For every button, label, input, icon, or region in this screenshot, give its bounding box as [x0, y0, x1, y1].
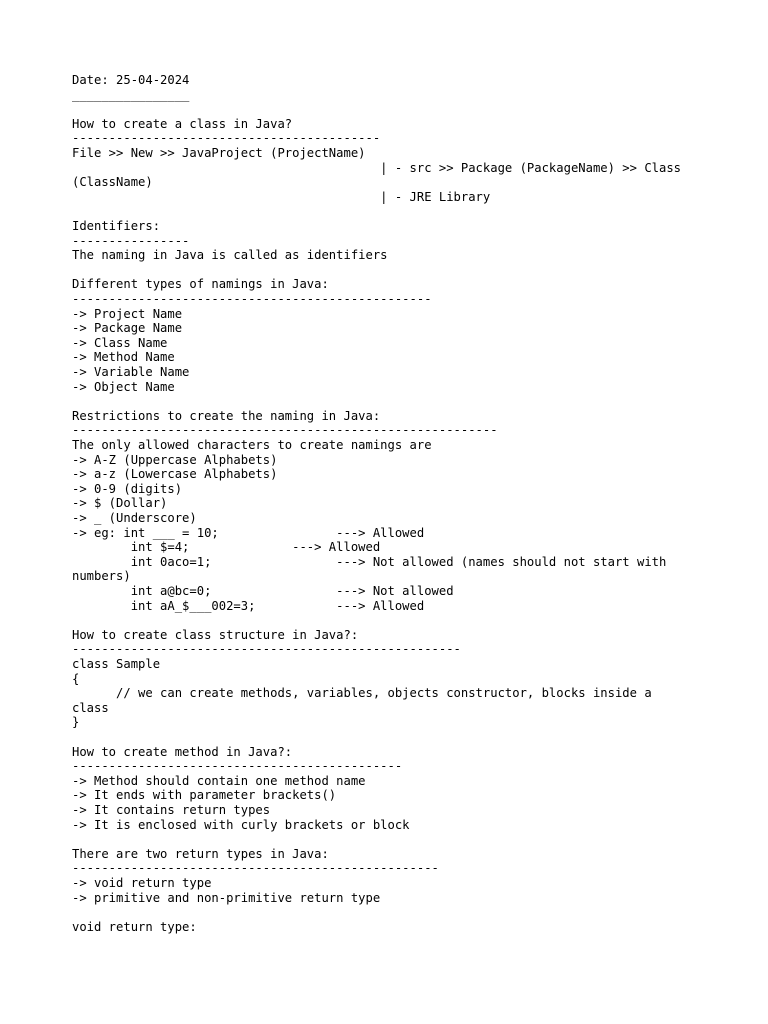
document-line: -> Method Name — [72, 350, 175, 365]
document-line: -> A-Z (Uppercase Alphabets) — [72, 452, 278, 467]
document-line: -> primitive and non-primitive return type — [72, 890, 381, 905]
document-line: -> It ends with parameter brackets() — [72, 788, 337, 803]
document-line: // we can create methods, variables, objects constructor, blocks inside a — [72, 686, 652, 701]
document-line: numbers) — [72, 569, 131, 584]
document-line: int 0aco=1; ---> Not allowed (names should not start with — [72, 554, 667, 569]
document-line: -> Object Name — [72, 379, 175, 394]
document-line: -> a-z (Lowercase Alphabets) — [72, 467, 278, 482]
document-line: -> void return type — [72, 876, 212, 890]
document-line: { — [72, 671, 80, 686]
document-line: -> Method should contain one method name — [72, 773, 366, 788]
document-line: class — [72, 700, 109, 715]
document-line: -> Package Name — [72, 321, 183, 336]
document-line: How to create a class in Java? — [72, 116, 293, 131]
document-line: -> It contains return types — [72, 803, 271, 817]
document-line: The naming in Java is called as identifiers — [72, 248, 388, 263]
document-line: -> Variable Name — [72, 365, 190, 379]
document-line: } — [72, 715, 80, 730]
document-line: File >> New >> JavaProject (ProjectName) — [72, 146, 366, 160]
document-line: ---------------- — [72, 233, 190, 248]
document-line: (ClassName) — [72, 175, 153, 190]
document-line: Different types of namings in Java: — [72, 277, 329, 292]
document-line: -> 0-9 (digits) — [72, 481, 183, 496]
document-line: The only allowed characters to create namings are — [72, 438, 432, 452]
document-line: class Sample — [72, 657, 161, 671]
document-line: ------------------------------------------ — [72, 131, 381, 146]
document-line: void return type: — [72, 919, 197, 934]
document-line: -> Class Name — [72, 335, 168, 350]
document-line: -> Project Name — [72, 306, 183, 321]
document-line: ________________ — [72, 87, 190, 102]
document-line: --------------------------------------------- — [72, 759, 403, 774]
document-line: -> eg: int ___ = 10; ---> Allowed — [72, 525, 425, 540]
document-line: -> _ (Underscore) — [72, 511, 197, 525]
document-line: ----------------------------------------------------- — [72, 642, 461, 657]
document-line: Restrictions to create the naming in Java: — [72, 408, 381, 423]
document-line: | - JRE Library — [72, 189, 491, 204]
document-line: -------------------------------------------------- — [72, 861, 439, 876]
document-line: int $=4; ---> Allowed — [72, 540, 381, 555]
document-line: ------------------------------------------------- — [72, 292, 432, 306]
document-line: | - src >> Package (PackageName) >> Class — [72, 160, 682, 175]
document-line: How to create class structure in Java?: — [72, 627, 359, 642]
document-line: -> $ (Dollar) — [72, 496, 168, 511]
document-line: int a@bc=0; ---> Not allowed — [72, 584, 454, 598]
document-line: How to create method in Java?: — [72, 744, 293, 759]
document-line: Date: 25-04-2024 — [72, 73, 190, 87]
document-line: There are two return types in Java: — [72, 846, 329, 861]
document-line: int aA_$___002=3; ---> Allowed — [72, 598, 425, 613]
document-line: -> It is enclosed with curly brackets or block — [72, 817, 410, 832]
document-line: ---------------------------------------------------------- — [72, 423, 498, 438]
document-line: Identifiers: — [72, 219, 161, 233]
